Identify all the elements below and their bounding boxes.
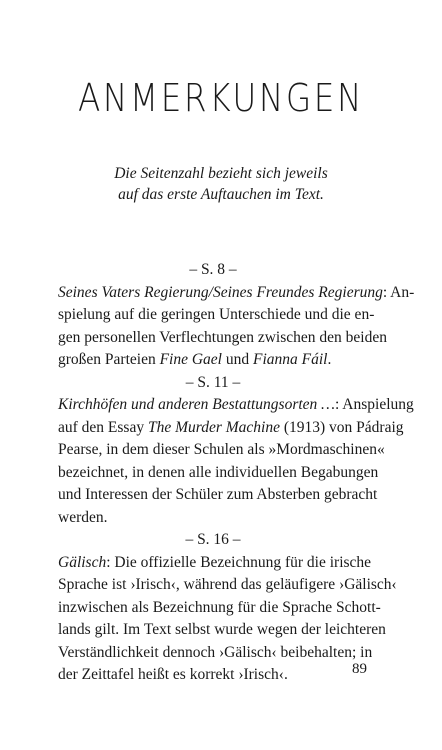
note-text: auf den Essay [58, 418, 148, 436]
note-text: spielung auf die geringen Unterschiede und die en- [58, 306, 375, 323]
note-text: bezeichnet, in denen alle individuellen Begabungen [58, 463, 379, 481]
intro-line: Die Seitenzahl bezieht sich jeweils [114, 165, 328, 182]
note-text-line [58, 349, 368, 372]
note-text: und Interessen der Schüler zum Absterben gebracht [58, 486, 378, 503]
note-text: : An- [382, 283, 415, 301]
note-text-line [58, 597, 381, 620]
note-text-line [58, 439, 385, 462]
note-text: großen Parteien [58, 351, 160, 368]
note-text: . [327, 351, 332, 368]
note-term: Gälisch [58, 553, 107, 571]
note-text: : Anspielung [334, 396, 414, 413]
note-term: Fianna Fáil [253, 351, 328, 368]
note-text-line [58, 417, 404, 440]
notes-list [58, 259, 415, 687]
note-text: (1913) von Pádraig [279, 418, 404, 436]
note-page-marker: – S. 11 – [185, 373, 241, 391]
note-term: The Murder Machine [147, 418, 280, 436]
note-page-marker: – S. 16 – [185, 531, 241, 548]
note-text-line [58, 552, 372, 575]
note-text: gen personellen Verflechtungen zwischen den beiden [58, 328, 387, 346]
note-text-line [58, 574, 397, 597]
note-text: Pearse, in dem dieser Schulen als »Mordmaschinen« [58, 441, 385, 458]
note-text-line [58, 642, 373, 665]
note-text: Verständlichkeit dennoch ›Gälisch‹ beibehalten; in [58, 643, 373, 661]
note-text-line [58, 484, 378, 507]
note-text-line [58, 304, 375, 327]
intro-line: auf das erste Auftauchen im Text. [118, 186, 324, 203]
note-page-marker: – S. 8 – [189, 261, 237, 278]
note-term: Seines Vaters Regierung/Seines Freundes Regierung [58, 283, 383, 301]
note-entry [58, 529, 397, 687]
note-text-line [58, 327, 387, 350]
note-term: Kirchhöfen und anderen Bestattungsorten … [58, 396, 335, 413]
note-text: : Die offizielle Bezeichnung für die irische [106, 553, 372, 571]
note-entry [58, 372, 414, 530]
note-text-line [58, 462, 379, 485]
note-text: und [222, 351, 253, 368]
note-text-line [58, 394, 414, 417]
note-text-line [58, 619, 386, 642]
note-text: der Zeittafel heißt es korrekt ›Irisch‹. [58, 666, 288, 683]
note-text: inzwischen als Bezeichnung für die Sprache Schott- [58, 598, 381, 616]
chapter-title: ANMERKUNGEN [77, 76, 365, 120]
note-text: Sprache ist ›Irisch‹, während das geläufigere ›Gälisch‹ [58, 576, 397, 593]
page-number: 89 [352, 661, 367, 677]
note-text-line [58, 507, 368, 530]
note-text: lands gilt. Im Text selbst wurde wegen der leichteren [58, 621, 386, 638]
note-term: Fine Gael [159, 351, 222, 368]
note-text-line [58, 282, 415, 305]
note-text-line [58, 664, 368, 687]
note-entry [58, 259, 415, 372]
intro-note [0, 163, 442, 205]
note-text: werden. [58, 508, 108, 526]
